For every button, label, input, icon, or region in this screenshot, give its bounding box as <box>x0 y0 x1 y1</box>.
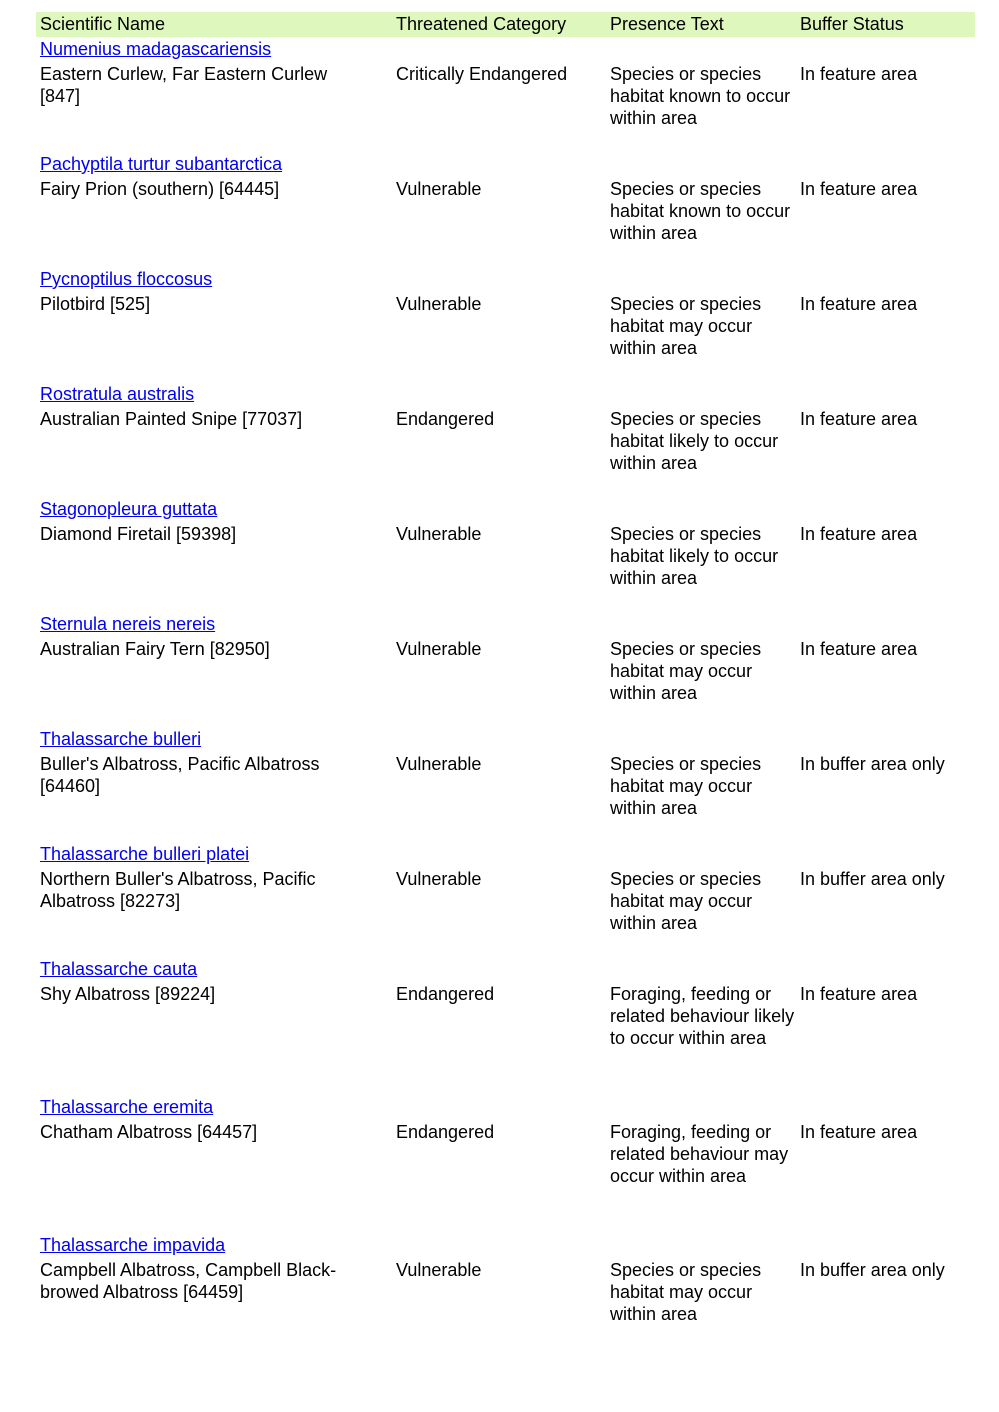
scientific-name-link[interactable]: Thalassarche eremita <box>40 1097 214 1117</box>
presence-text: Foraging, feeding or related behaviour may occur within area <box>610 1122 789 1186</box>
common-name: Chatham Albatross [64457] <box>40 1122 258 1142</box>
buffer-status: In buffer area only <box>800 754 945 774</box>
scientific-name-link[interactable]: Numenius madagascariensis <box>40 39 272 59</box>
threatened-category: Vulnerable <box>396 1260 482 1280</box>
common-name: Campbell Albatross, Campbell Black-browed Albatross [64459] <box>40 1260 337 1302</box>
buffer-status: In feature area <box>800 294 918 314</box>
threatened-category: Vulnerable <box>396 179 482 199</box>
presence-text: Species or species habitat likely to occur within area <box>610 409 779 473</box>
header-presence-text: Presence Text <box>610 14 724 34</box>
common-name: Diamond Firetail [59398] <box>40 524 237 544</box>
table-row <box>40 728 975 843</box>
threatened-category: Endangered <box>396 984 495 1004</box>
threatened-category: Endangered <box>396 1122 495 1142</box>
common-name: Eastern Curlew, Far Eastern Curlew [847] <box>40 64 328 106</box>
buffer-status: In feature area <box>800 179 918 199</box>
buffer-status: In feature area <box>800 639 918 659</box>
header-buffer-status: Buffer Status <box>800 14 904 34</box>
scientific-name-link[interactable]: Stagonopleura guttata <box>40 499 218 519</box>
threatened-category: Vulnerable <box>396 639 482 659</box>
presence-text: Species or species habitat may occur within area <box>610 1260 762 1324</box>
threatened-category: Vulnerable <box>396 869 482 889</box>
common-name: Northern Buller's Albatross, Pacific Albatross [82273] <box>40 869 316 911</box>
common-name: Shy Albatross [89224] <box>40 984 216 1004</box>
presence-text: Species or species habitat may occur within area <box>610 754 762 818</box>
threatened-category: Vulnerable <box>396 294 482 314</box>
buffer-status: In buffer area only <box>800 869 945 889</box>
scientific-name-link[interactable]: Rostratula australis <box>40 384 195 404</box>
table-row <box>40 613 975 728</box>
header-scientific-name: Scientific Name <box>40 14 166 34</box>
table-row <box>40 1234 975 1349</box>
threatened-category: Vulnerable <box>396 754 482 774</box>
table-header <box>36 12 975 37</box>
scientific-name-link[interactable]: Thalassarche bulleri <box>40 729 202 749</box>
presence-text: Species or species habitat likely to occur within area <box>610 524 779 588</box>
table-row <box>40 843 975 958</box>
threatened-category: Critically Endangered <box>396 64 568 84</box>
buffer-status: In feature area <box>800 984 918 1004</box>
common-name: Fairy Prion (southern) [64445] <box>40 179 280 199</box>
buffer-status: In feature area <box>800 524 918 544</box>
presence-text: Species or species habitat known to occur within area <box>610 179 791 243</box>
scientific-name-link[interactable]: Pachyptila turtur subantarctica <box>40 154 283 174</box>
table-row <box>40 268 975 383</box>
species-table-body <box>40 38 975 1349</box>
threatened-category: Endangered <box>396 409 495 429</box>
scientific-name-link[interactable]: Sternula nereis nereis <box>40 614 216 634</box>
table-row <box>40 958 975 1096</box>
presence-text: Species or species habitat known to occur within area <box>610 64 791 128</box>
buffer-status: In feature area <box>800 409 918 429</box>
scientific-name-link[interactable]: Thalassarche cauta <box>40 959 198 979</box>
scientific-name-link[interactable]: Pycnoptilus floccosus <box>40 269 213 289</box>
common-name: Australian Fairy Tern [82950] <box>40 639 270 659</box>
table-row <box>40 1096 975 1234</box>
scientific-name-link[interactable]: Thalassarche impavida <box>40 1235 226 1255</box>
header-threatened-category: Threatened Category <box>396 14 567 34</box>
buffer-status: In buffer area only <box>800 1260 945 1280</box>
table-row <box>40 383 975 498</box>
common-name: Buller's Albatross, Pacific Albatross [64460] <box>40 754 320 796</box>
presence-text: Foraging, feeding or related behaviour likely to occur within area <box>610 984 795 1048</box>
buffer-status: In feature area <box>800 64 918 84</box>
table-row <box>40 498 975 613</box>
presence-text: Species or species habitat may occur within area <box>610 869 762 933</box>
scientific-name-link[interactable]: Thalassarche bulleri platei <box>40 844 250 864</box>
common-name: Australian Painted Snipe [77037] <box>40 409 303 429</box>
threatened-category: Vulnerable <box>396 524 482 544</box>
table-row <box>40 38 975 153</box>
presence-text: Species or species habitat may occur within area <box>610 294 762 358</box>
presence-text: Species or species habitat may occur within area <box>610 639 762 703</box>
common-name: Pilotbird [525] <box>40 294 151 314</box>
table-row <box>40 153 975 268</box>
buffer-status: In feature area <box>800 1122 918 1142</box>
